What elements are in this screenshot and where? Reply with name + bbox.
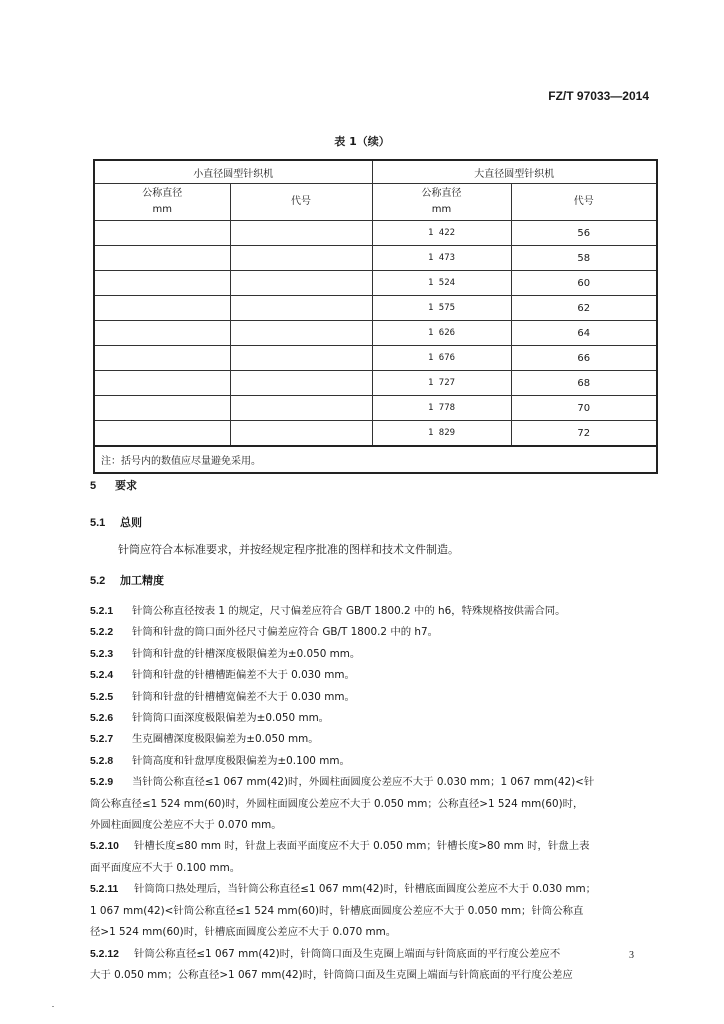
cell-small-diameter <box>94 396 230 421</box>
cell-small-code <box>230 421 372 447</box>
clause-line <box>90 665 660 686</box>
clause-number: 5.2.12 <box>90 948 119 960</box>
clause-5-2-8 <box>90 751 660 772</box>
clause-line <box>90 601 660 622</box>
col-header-unit: mm <box>431 204 452 215</box>
cell-large-diameter: 1 473 <box>372 246 511 271</box>
cell-large-diameter: 1 676 <box>372 346 511 371</box>
table-note: 注：括号内的数值应尽量避免采用。 <box>94 446 657 473</box>
section-5-2-heading <box>90 572 164 588</box>
clause-line <box>90 687 660 708</box>
clause-line <box>90 772 660 793</box>
clause-number: 5.2.4 <box>90 670 114 682</box>
standard-code: FZ/T 97033—2014 <box>548 89 649 103</box>
cell-large-code: 68 <box>511 371 657 396</box>
clause-5-2-4 <box>90 665 660 686</box>
section-title: 加工精度 <box>120 574 164 587</box>
clause-text: 针筒公称直径按表 1 的规定，尺寸偏差应符合 GB/T 1800.2 中的 h6，特殊规格按供需合同。 <box>132 605 566 617</box>
table-row <box>94 396 657 421</box>
cell-small-diameter <box>94 321 230 346</box>
clause-text: 针筒和针盘的针槽槽宽偏差不大于 0.030 mm。 <box>132 690 355 703</box>
cell-small-diameter <box>94 296 230 321</box>
clause-text: 针筒和针盘的针槽槽距偏差不大于 0.030 mm。 <box>132 669 355 682</box>
cell-small-diameter <box>94 346 230 371</box>
clause-text: 针槽长度≤80 mm 时，针盘上表面平面度应不大于 0.050 mm；针槽长度>80 mm 时，针盘上表 <box>134 840 590 853</box>
col-header-small-code: 代号 <box>230 184 372 221</box>
col-header-large-code: 代号 <box>511 184 657 221</box>
clause-number: 5.2.5 <box>90 691 114 703</box>
cell-small-code <box>230 221 372 246</box>
clause-line <box>90 794 660 815</box>
cell-large-code: 58 <box>511 246 657 271</box>
cell-large-diameter: 1 524 <box>372 271 511 296</box>
clause-line <box>90 836 660 857</box>
clause-5-2-5 <box>90 687 660 708</box>
clause-text: 1 067 mm(42)<针筒公称直径≤1 524 mm(60)时，针槽底面圆度公差应不大于 0.050 mm；针筒公称直 <box>90 904 584 917</box>
cell-large-diameter: 1 422 <box>372 221 511 246</box>
cell-large-code: 66 <box>511 346 657 371</box>
cell-small-diameter <box>94 421 230 447</box>
table-row <box>94 221 657 246</box>
clause-list <box>90 601 660 986</box>
clause-number: 5.2.11 <box>90 884 119 896</box>
clause-text: 生克圈槽深度极限偏差为±0.050 mm。 <box>132 733 319 746</box>
cell-large-code: 64 <box>511 321 657 346</box>
clause-line <box>90 858 660 879</box>
table-body <box>94 221 657 447</box>
clause-number: 5.2.6 <box>90 713 114 725</box>
clause-text: 面平面度应不大于 0.100 mm。 <box>90 861 241 874</box>
cell-small-code <box>230 346 372 371</box>
clause-line <box>90 751 660 772</box>
clause-line <box>90 729 660 750</box>
general-requirement-text: 针筒应符合本标准要求，并按经规定程序批准的图样和技术文件制造。 <box>118 543 459 556</box>
clause-number: 5.2.3 <box>90 648 114 660</box>
group-header-large: 大直径圆型针织机 <box>372 160 657 184</box>
table-row <box>94 271 657 296</box>
clause-line <box>90 815 660 836</box>
cell-small-diameter <box>94 221 230 246</box>
table-row <box>94 346 657 371</box>
section-title: 总则 <box>120 516 142 529</box>
clause-5-2-11 <box>90 879 660 943</box>
clause-text: 当针筒公称直径≤1 067 mm(42)时，外圆柱面圆度公差应不大于 0.030 mm；1 067 mm(42)<针 <box>132 776 595 789</box>
cell-large-code: 72 <box>511 421 657 447</box>
clause-line <box>90 944 660 965</box>
clause-line <box>90 922 660 943</box>
scan-speck <box>52 1006 54 1007</box>
section-number: 5.1 <box>90 517 106 529</box>
clause-5-2-12 <box>90 944 660 987</box>
clause-line <box>90 708 660 729</box>
clause-text: 大于 0.050 mm；公称直径>1 067 mm(42)时，针筒筒口面及生克圈上端面与针筒底面的平行度公差应 <box>90 968 573 981</box>
cell-small-diameter <box>94 246 230 271</box>
table-row <box>94 296 657 321</box>
cell-large-diameter: 1 829 <box>372 421 511 447</box>
clause-5-2-7 <box>90 729 660 750</box>
clause-5-2-3 <box>90 644 660 665</box>
col-header-label: 公称直径 <box>142 188 183 199</box>
clause-5-2-1 <box>90 601 660 622</box>
clause-line <box>90 644 660 665</box>
diameter-code-table <box>93 159 658 474</box>
col-header-unit: mm <box>152 204 172 215</box>
clause-line <box>90 965 660 986</box>
section-title: 要求 <box>115 479 137 492</box>
clause-text: 针筒高度和针盘厚度极限偏差为±0.100 mm。 <box>132 754 350 767</box>
cell-small-code <box>230 296 372 321</box>
col-header-large-diameter <box>372 184 511 221</box>
clause-5-2-2 <box>90 622 660 643</box>
clause-text: 外圆柱面圆度公差应不大于 0.070 mm。 <box>90 819 282 832</box>
section-number: 5 <box>90 480 97 492</box>
section-number: 5.2 <box>90 575 106 587</box>
section-5-heading <box>90 477 137 493</box>
clause-5-2-9 <box>90 772 660 836</box>
cell-large-code: 62 <box>511 296 657 321</box>
clause-text: 筒公称直径≤1 524 mm(60)时，外圆柱面圆度公差应不大于 0.050 mm；公称直径>1 524 mm(60)时， <box>90 797 584 810</box>
clause-number: 5.2.2 <box>90 627 114 639</box>
table-row <box>94 371 657 396</box>
clause-5-2-6 <box>90 708 660 729</box>
clause-text: 针筒公称直径≤1 067 mm(42)时，针筒筒口面及生克圈上端面与针筒底面的平行度公差应不 <box>134 947 561 960</box>
table-title: 表 1（续） <box>334 135 390 148</box>
table-row <box>94 321 657 346</box>
cell-large-diameter: 1 778 <box>372 396 511 421</box>
page-number: 3 <box>629 950 634 961</box>
clause-line <box>90 879 660 900</box>
cell-small-code <box>230 321 372 346</box>
clause-number: 5.2.9 <box>90 777 114 789</box>
clause-text: 针筒筒口热处理后，当针筒公称直径≤1 067 mm(42)时，针槽底面圆度公差应不大于 0.030 mm； <box>134 883 597 896</box>
clause-text: 径>1 524 mm(60)时，针槽底面圆度公差应不大于 0.070 mm。 <box>90 926 397 939</box>
cell-small-code <box>230 371 372 396</box>
clause-number: 5.2.1 <box>90 606 114 617</box>
cell-large-diameter: 1 727 <box>372 371 511 396</box>
clause-line <box>90 622 660 643</box>
cell-small-code <box>230 271 372 296</box>
cell-small-diameter <box>94 371 230 396</box>
clause-number: 5.2.8 <box>90 755 114 767</box>
clause-text: 针筒和针盘的针槽深度极限偏差为±0.050 mm。 <box>132 647 361 660</box>
cell-small-diameter <box>94 271 230 296</box>
cell-large-code: 56 <box>511 221 657 246</box>
group-header-small: 小直径圆型针织机 <box>94 160 372 184</box>
clause-text: 针筒和针盘的筒口面外径尺寸偏差应符合 GB/T 1800.2 中的 h7。 <box>132 626 438 639</box>
section-5-1-heading <box>90 514 142 530</box>
table-row <box>94 246 657 271</box>
clause-5-2-10 <box>90 836 660 879</box>
clause-number: 5.2.10 <box>90 841 119 853</box>
cell-small-code <box>230 246 372 271</box>
clause-line <box>90 901 660 922</box>
clause-text: 针筒筒口面深度极限偏差为±0.050 mm。 <box>132 712 330 725</box>
cell-large-code: 60 <box>511 271 657 296</box>
cell-large-diameter: 1 575 <box>372 296 511 321</box>
col-header-label: 公称直径 <box>421 188 462 199</box>
table-row <box>94 421 657 447</box>
cell-small-code <box>230 396 372 421</box>
clause-number: 5.2.7 <box>90 734 114 746</box>
cell-large-code: 70 <box>511 396 657 421</box>
col-header-small-diameter <box>94 184 230 221</box>
cell-large-diameter: 1 626 <box>372 321 511 346</box>
